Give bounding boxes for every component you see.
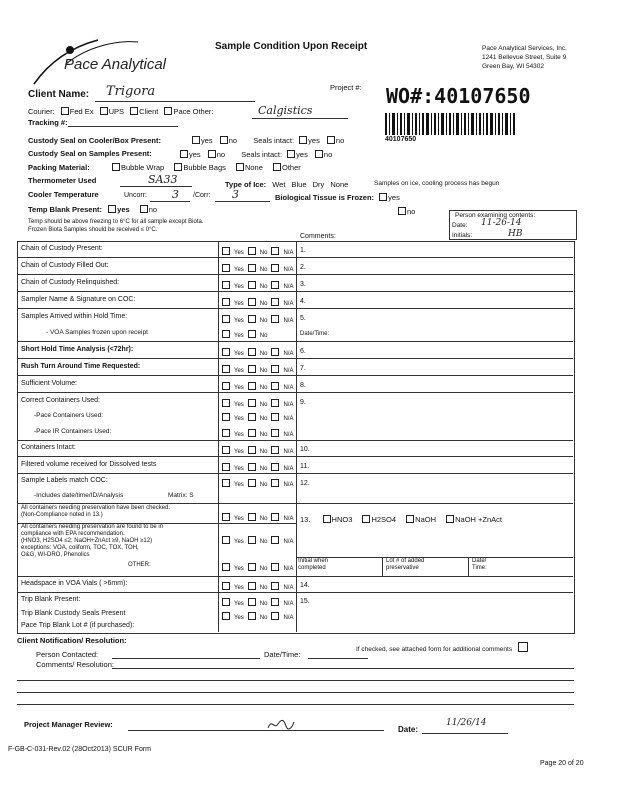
client-name-value: Trigora xyxy=(106,84,156,99)
seal-cooler-label: Custody Seal on Cooler/Box Present: xyxy=(28,136,161,145)
row-num-13: 13. HNO3 H2SO4 NaOH NaOH +ZnAct xyxy=(300,515,502,524)
row-label-5: Samples Arrived within Hold Time: xyxy=(21,313,128,320)
row-num-5: 5. xyxy=(300,315,306,322)
row-num-1: 1. xyxy=(300,247,306,254)
packing-options: Bubble Wrap Bubble Bags None Other xyxy=(112,163,301,172)
row-num-15: 15. xyxy=(300,598,310,605)
uncorr-label: Uncorr: xyxy=(124,192,147,199)
row-yn-13c: Yes No N/A xyxy=(222,563,297,572)
form-title: Sample Condition Upon Receipt xyxy=(215,41,368,52)
row-num-4: 4. xyxy=(300,298,306,305)
row-yn-9b: Yes No N/A xyxy=(222,429,297,438)
row-yn-6: Yes No N/A xyxy=(222,348,297,357)
row-label-13b: All containers needing preservation are found to be in compliance with EPA recommendation. (HNO3, H2SO4 ≤2; NaOH+ZnAct ≥9, NaOH ≥12) exceptions: VOA, coliform, TOC, TOX, TOH, O&G, WI-DRO, Phenolics xyxy=(21,524,164,558)
row-label-14: Headspace in VOA Vials ( >6mm): xyxy=(21,580,128,587)
row-num-8: 8. xyxy=(300,382,306,389)
row-sublabel-12: -Includes date/time/ID/Analysis xyxy=(34,492,124,499)
tracking-label: Tracking #: xyxy=(28,118,68,127)
row-label-10: Containers Intact: xyxy=(21,444,76,451)
row-yn-13: Yes No N/A xyxy=(222,513,297,522)
comments-resolution-label: Comments/ Resolution: xyxy=(36,660,114,669)
row-sublabel-5: - VOA Samples frozen upon receipt xyxy=(46,329,148,336)
packing-label: Packing Material: xyxy=(28,163,90,172)
row-yn-2: Yes No N/A xyxy=(222,264,297,273)
row-num-14: 14. xyxy=(300,582,310,589)
row-sublabel-9b: -Pace IR Containers Used: xyxy=(34,428,112,435)
ice-type: Type of Ice: Wet Blue Dry None xyxy=(225,180,349,189)
row-yn-14: Yes No N/A xyxy=(222,582,297,591)
row-sublabel-15a: Trip Blank Custody Seals Present xyxy=(21,610,126,617)
row-label-9: Correct Containers Used: xyxy=(21,397,100,404)
client-name-label: Client Name: xyxy=(28,89,90,100)
date-time-label: Date/Time: xyxy=(264,650,301,659)
logo-text: Pace Analytical xyxy=(64,56,166,73)
barcode xyxy=(385,113,535,135)
corr-value: 3 xyxy=(232,188,239,201)
row-yn-13b: Yes No N/A xyxy=(222,536,297,545)
form-code: F-GB-C-031-Rev.02 (28Oct2013) SCUR Form xyxy=(8,746,152,753)
initial-completed: Initial when completed xyxy=(298,558,329,571)
row-matrix-12: Matrix: S xyxy=(168,492,194,499)
bio-tissue-no: no xyxy=(398,207,415,216)
row-label-7: Rush Turn Around Time Requested: xyxy=(21,363,141,370)
row-yn-12: Yes No N/A xyxy=(222,479,297,488)
row-num-6: 6. xyxy=(300,348,306,355)
bio-tissue: Biological Tissue is Frozen: yes xyxy=(275,193,400,202)
row-label-12: Sample Labels match COC: xyxy=(21,477,108,484)
row-label-15: Trip Blank Present: xyxy=(21,596,81,603)
comments-header: Comments: xyxy=(300,233,336,240)
row-num-3: 3. xyxy=(300,281,306,288)
row-num-2: 2. xyxy=(300,264,306,271)
page-number: Page 20 of 20 xyxy=(540,760,584,767)
date-time: Date/ Time: xyxy=(472,558,487,571)
row-sublabel-9a: -Pace Containers Used: xyxy=(34,412,104,419)
temp-note: Temp should be above freezing to 6°C for all sample except Biota. Frozen Biota Samples should be received ≤ 0°C. xyxy=(28,219,204,233)
project-label: Project #: xyxy=(330,83,362,92)
row-yn-8: Yes No N/A xyxy=(222,382,297,391)
lot-preservative: Lot # of added preservative xyxy=(386,558,425,571)
examiner-date-label: Date: xyxy=(452,222,468,229)
row-num-10: 10. xyxy=(300,446,310,453)
row-yn-11: Yes No N/A xyxy=(222,463,297,472)
examiner-initials-value: HB xyxy=(508,229,523,239)
row-yn-5: Yes No N/A xyxy=(222,315,297,324)
row-yn-9a: Yes No N/A xyxy=(222,413,297,422)
ice-note: Samples on ice, cooling process has begun xyxy=(374,180,500,187)
corr-label: /Corr: xyxy=(193,192,211,199)
seal-cooler-options: yes no Seals intact: yes no xyxy=(192,136,344,145)
thermometer-label: Thermometer Used xyxy=(28,176,97,185)
row-num-9: 9. xyxy=(300,399,306,406)
cooler-temp-label: Cooler Temperature xyxy=(28,190,99,199)
row-label-6: Short Hold Time Analysis (<72hr): xyxy=(21,346,134,353)
row-num-7: 7. xyxy=(300,365,306,372)
row-label-1: Chain of Custody Present: xyxy=(21,245,103,252)
examiner-initials-label: Initials: xyxy=(452,232,473,239)
examiner-title: Person examining contents: xyxy=(455,212,536,219)
courier-row: Courier: Fed Ex UPS Client Pace Other: xyxy=(28,107,214,116)
examiner-date-value: 11-26-14 xyxy=(481,218,522,228)
row-yn-5b: Yes No xyxy=(222,330,271,339)
pm-signature xyxy=(266,716,296,732)
row-yn-3: Yes No N/A xyxy=(222,281,297,290)
uncorr-value: 3 xyxy=(172,188,179,201)
row-yn-7: Yes No N/A xyxy=(222,365,297,374)
row-label-8: Sufficient Volume: xyxy=(21,380,77,387)
row-num-12: 12. xyxy=(300,480,310,487)
row-yn-9: Yes No N/A xyxy=(222,399,297,408)
row-sublabel-15b: Pace Trip Blank Lot # (if purchased): xyxy=(21,622,135,629)
row-yn-1: Yes No N/A xyxy=(222,247,297,256)
temp-blank-label: Temp Blank Present: yes no xyxy=(28,205,158,214)
row-label-2: Chain of Custody Filled Out: xyxy=(21,262,109,269)
row-yn-15a: Yes No N/A xyxy=(222,612,297,621)
notification-note: If checked, see attached form for additional comments xyxy=(356,642,529,653)
work-order-number: WO#:40107650 xyxy=(386,84,531,108)
row-label-3: Chain of Custody Relinquished: xyxy=(21,279,120,286)
barcode-text: 40107650 xyxy=(385,136,417,143)
notification-label: Client Notification/ Resolution: xyxy=(17,636,127,645)
row-num-11: 11. xyxy=(300,463,310,470)
seal-samples-label: Custody Seal on Samples Present: xyxy=(28,149,152,158)
row-label-11: Filtered volume received for Dissolved tests xyxy=(21,461,157,468)
seal-samples-options: yes no Seals intact: yes no xyxy=(180,150,332,159)
row-yn-4: Yes No N/A xyxy=(222,298,297,307)
pm-review-label: Project Manager Review: xyxy=(24,720,113,729)
row-label-4: Sampler Name & Signature on COC: xyxy=(21,296,136,303)
row-other-13: OTHER: xyxy=(128,562,151,568)
row-datetime-5: Date/Time: xyxy=(300,331,330,337)
review-date-label: Date: xyxy=(398,725,419,734)
lab-address: Pace Analytical Services, Inc. 1241 Bellevue Street, Suite 9 Green Bay, WI 54302 xyxy=(482,45,567,70)
review-date-value: 11/26/14 xyxy=(446,718,487,728)
thermometer-value: SA33 xyxy=(148,173,178,186)
row-yn-15: Yes No N/A xyxy=(222,598,297,607)
courier-other-value: Calgistics xyxy=(258,104,313,117)
row-label-13: All containers needing preservation have been checked. (Non-Compliance noted in 13.) xyxy=(21,505,171,518)
row-yn-10: Yes No N/A xyxy=(222,446,297,455)
person-contacted-label: Person Contacted: xyxy=(36,650,99,659)
